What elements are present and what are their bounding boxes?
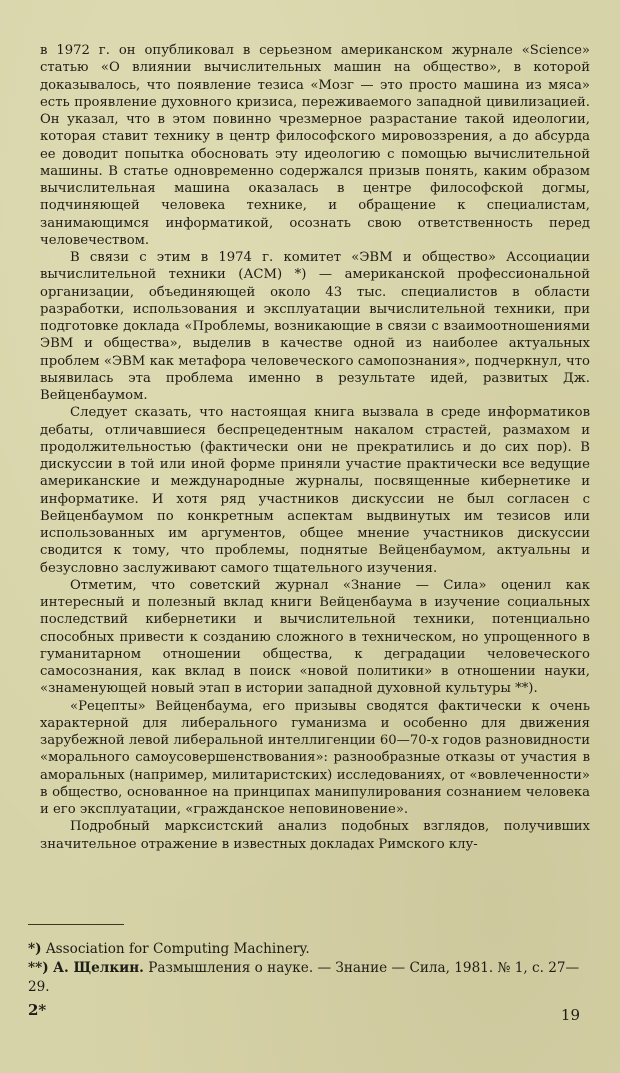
paragraph-5: «Рецепты» Вейценбаума, его призывы сводятся фактически к очень характерной для либерального гуманизма и особенно для движения зарубежной левой либеральной интеллигенции 60—70-х годов разновидности «морального самоусовершенствования»: разнообразные отказы от участия в аморальных (например, милитаристских) исследованиях, от «вовлеченности» в общество, основанное на принципах манипулирования сознанием человека и его эксплуатации, «гражданское неповиновение». <box>40 698 590 817</box>
footnote-2-marker: **) <box>28 960 49 976</box>
main-text <box>40 42 590 853</box>
paragraph-2: В связи с этим в 1974 г. комитет «ЭВМ и общество» Ассоциации вычислительной техники (АСМ) *) — американской профессиональной организации, объединяющей около 43 тыс. специалистов в области разработки, использования и эксплуатации вычислительной техники, при подготовке доклада «Проблемы, возникающие в связи с взаимоотношениями ЭВМ и общества», выделив в качестве одной из наиболее актуальных проблем «ЭВМ как метафора человеческого самопознания», подчеркнул, что выявилась эта проблема именно в результате идей, развитых Дж. Вейценбаумом. <box>40 250 590 403</box>
paragraph-3: Следует сказать, что настоящая книга вызвала в среде информатиков дебаты, отличавшиеся беспрецедентным накалом страстей, размахом и продолжительностью (фактически они не прекратились и до сих пор). В дискуссии в той или иной форме приняли участие практически все ведущие американские и международные журналы, посвященные кибернетике и информатике. И хотя ряд участников дискуссии не был согласен с Вейценбаумом по конкретным аспектам выдвинутых им тезисов или использованных им аргументов, общее мнение участников дискуссии сводится к тому, что проблемы, поднятые Вейценбаумом, актуальны и безусловно заслуживают самого тщательного изучения. <box>40 405 590 576</box>
paragraph-4: Отметим, что советский журнал «Знание — Сила» оценил как интересный и полезный вклад книги Вейценбаума в изучение социальных последствий кибернетики и вычислительной техники, потенциально способных привести к созданию сложного в техническом, но упрощенного в гуманитарном отношении общества, к деградации человеческого самосознания, как вклад в поиск «новой политики» в отношении науки, «знаменующей новый этап в истории западной духовной культуры **). <box>40 577 590 697</box>
paragraph-6: Подробный марксистский анализ подобных взглядов, получивших значительное отражение в известных докладах Римского клу- <box>40 819 590 852</box>
page-number: 19 <box>560 1006 580 1024</box>
footnote-2-text: Размышления о науке. — Знание — Сила, 1981. № 1, с. 27—29. <box>28 960 580 995</box>
footnote-divider <box>28 924 124 925</box>
footnotes <box>28 940 584 997</box>
footnote-1-text: Association for Computing Machinery. <box>41 941 310 957</box>
paragraph-1: в 1972 г. он опубликовал в серьезном американском журнале «Science» статью «О влиянии вычислительных машин на общество», в которой доказывалось, что появление тезиса «Мозг — это просто машина из мяса» есть проявление духовного кризиса, переживаемого западной цивилизацией. Он указал, что в этом повинно чрезмерное разрастание такой идеологии, которая ставит технику в центр философского мировоззрения, а до абсурда ее доводит попытка обосновать эту идеологию с помощью вычислительной машины. В статье одновременно содержался призыв понять, каким образом вычислительная машина оказалась в центре философской догмы, подчиняющей человека технике, и обращение к специалистам, занимающимся информатикой, осознать свою ответственность перед человечеством. <box>40 43 590 248</box>
footnote-1 <box>28 940 584 959</box>
footnote-2 <box>28 959 584 997</box>
signature-mark: 2* <box>28 1001 47 1019</box>
footnote-2-author: А. Щелкин. <box>52 960 144 976</box>
footnote-1-marker: *) <box>28 941 42 957</box>
